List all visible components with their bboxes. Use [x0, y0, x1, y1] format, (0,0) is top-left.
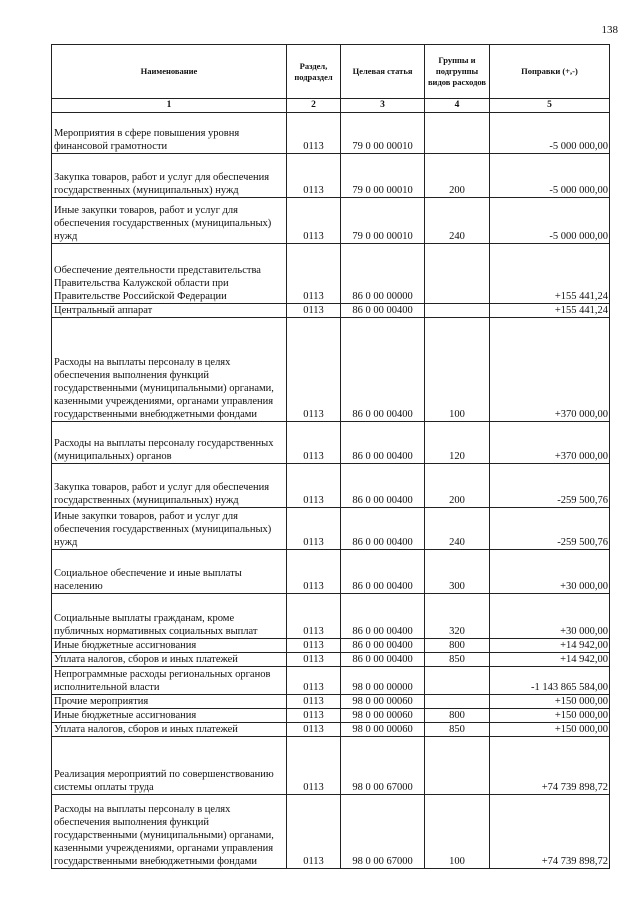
row-expense-group [425, 244, 490, 304]
row-name: Расходы на выплаты персоналу в целях обеспечения выполнения функций государственными (муниципальными) органами, казенными учреждениями, органами управления государственными внебюджетными фондами [52, 795, 287, 869]
row-section: 0113 [287, 795, 341, 869]
row-expense-group: 850 [425, 653, 490, 667]
row-amount: +150 000,00 [490, 709, 610, 723]
row-section: 0113 [287, 508, 341, 550]
row-section: 0113 [287, 113, 341, 154]
row-section: 0113 [287, 198, 341, 244]
row-expense-group: 300 [425, 550, 490, 594]
header-amendments: Поправки (+,-) [490, 45, 610, 99]
row-amount: -259 500,76 [490, 464, 610, 508]
row-expense-group [425, 695, 490, 709]
row-section: 0113 [287, 464, 341, 508]
table-row [52, 508, 610, 550]
row-amount: +30 000,00 [490, 550, 610, 594]
row-target-article: 98 0 00 67000 [341, 795, 425, 869]
row-section: 0113 [287, 594, 341, 639]
table-row [52, 550, 610, 594]
row-amount: +14 942,00 [490, 653, 610, 667]
row-target-article: 98 0 00 00000 [341, 667, 425, 695]
row-expense-group: 120 [425, 422, 490, 464]
page-number: 138 [601, 24, 618, 36]
row-expense-group [425, 737, 490, 795]
row-name: Расходы на выплаты персоналу в целях обеспечения выполнения функций государственными (муниципальными) органами, казенными учреждениями, органами управления государственными внебюджетными фондами [52, 318, 287, 422]
row-expense-group: 200 [425, 464, 490, 508]
row-section: 0113 [287, 639, 341, 653]
row-name: Непрограммные расходы региональных органов исполнительной власти [52, 667, 287, 695]
row-amount: -259 500,76 [490, 508, 610, 550]
row-expense-group [425, 113, 490, 154]
row-target-article: 86 0 00 00400 [341, 594, 425, 639]
table-row [52, 723, 610, 737]
col-number-3: 3 [341, 99, 425, 113]
table-row [52, 154, 610, 198]
row-section: 0113 [287, 304, 341, 318]
row-expense-group: 200 [425, 154, 490, 198]
row-name: Иные закупки товаров, работ и услуг для обеспечения государственных (муниципальных) нужд [52, 198, 287, 244]
row-name: Обеспечение деятельности представительства Правительства Калужской области при Правительстве Российской Федерации [52, 244, 287, 304]
row-amount: +30 000,00 [490, 594, 610, 639]
row-amount: +150 000,00 [490, 723, 610, 737]
row-name: Расходы на выплаты персоналу государственных (муниципальных) органов [52, 422, 287, 464]
table-row [52, 198, 610, 244]
row-amount: -5 000 000,00 [490, 113, 610, 154]
table-row [52, 422, 610, 464]
table-row [52, 795, 610, 869]
row-expense-group: 100 [425, 318, 490, 422]
table-row [52, 244, 610, 304]
table-row [52, 639, 610, 653]
row-amount: +150 000,00 [490, 695, 610, 709]
table-row [52, 464, 610, 508]
row-target-article: 86 0 00 00000 [341, 244, 425, 304]
header-target-article: Целевая статья [341, 45, 425, 99]
table-row [52, 709, 610, 723]
table-row [52, 695, 610, 709]
header-name: Наименование [52, 45, 287, 99]
row-amount: +74 739 898,72 [490, 737, 610, 795]
col-number-4: 4 [425, 99, 490, 113]
row-name: Социальные выплаты гражданам, кроме публичных нормативных социальных выплат [52, 594, 287, 639]
row-target-article: 98 0 00 00060 [341, 709, 425, 723]
row-amount: +370 000,00 [490, 318, 610, 422]
row-amount: -5 000 000,00 [490, 198, 610, 244]
row-name: Реализация мероприятий по совершенствованию системы оплаты труда [52, 737, 287, 795]
row-amount: +14 942,00 [490, 639, 610, 653]
row-section: 0113 [287, 737, 341, 795]
budget-table [51, 44, 610, 869]
row-target-article: 98 0 00 00060 [341, 695, 425, 709]
row-section: 0113 [287, 154, 341, 198]
row-target-article: 79 0 00 00010 [341, 154, 425, 198]
row-name: Уплата налогов, сборов и иных платежей [52, 723, 287, 737]
row-name: Закупка товаров, работ и услуг для обеспечения государственных (муниципальных) нужд [52, 154, 287, 198]
header-expense-groups: Группы и подгруппы видов расходов [425, 45, 490, 99]
row-amount: -1 143 865 584,00 [490, 667, 610, 695]
row-amount: +155 441,24 [490, 244, 610, 304]
row-target-article: 79 0 00 00010 [341, 198, 425, 244]
row-target-article: 86 0 00 00400 [341, 464, 425, 508]
row-target-article: 98 0 00 67000 [341, 737, 425, 795]
row-name: Социальное обеспечение и иные выплаты населению [52, 550, 287, 594]
table-row [52, 737, 610, 795]
table-row [52, 594, 610, 639]
row-section: 0113 [287, 709, 341, 723]
row-target-article: 86 0 00 00400 [341, 304, 425, 318]
row-expense-group: 100 [425, 795, 490, 869]
row-amount: +74 739 898,72 [490, 795, 610, 869]
row-amount: -5 000 000,00 [490, 154, 610, 198]
col-number-5: 5 [490, 99, 610, 113]
row-target-article: 86 0 00 00400 [341, 318, 425, 422]
row-name: Иные бюджетные ассигнования [52, 709, 287, 723]
row-name: Закупка товаров, работ и услуг для обеспечения государственных (муниципальных) нужд [52, 464, 287, 508]
row-name: Центральный аппарат [52, 304, 287, 318]
table-row [52, 113, 610, 154]
row-amount: +370 000,00 [490, 422, 610, 464]
row-section: 0113 [287, 318, 341, 422]
row-expense-group: 800 [425, 709, 490, 723]
row-section: 0113 [287, 667, 341, 695]
table-header-row [52, 45, 610, 99]
row-section: 0113 [287, 723, 341, 737]
row-target-article: 86 0 00 00400 [341, 550, 425, 594]
row-section: 0113 [287, 695, 341, 709]
table-row [52, 304, 610, 318]
row-expense-group: 800 [425, 639, 490, 653]
table-row [52, 667, 610, 695]
col-number-1: 1 [52, 99, 287, 113]
row-name: Уплата налогов, сборов и иных платежей [52, 653, 287, 667]
row-expense-group: 850 [425, 723, 490, 737]
row-name: Прочие мероприятия [52, 695, 287, 709]
row-section: 0113 [287, 422, 341, 464]
row-amount: +155 441,24 [490, 304, 610, 318]
row-section: 0113 [287, 653, 341, 667]
row-expense-group [425, 304, 490, 318]
row-expense-group: 240 [425, 508, 490, 550]
row-target-article: 98 0 00 00060 [341, 723, 425, 737]
row-name: Мероприятия в сфере повышения уровня финансовой грамотности [52, 113, 287, 154]
row-expense-group: 240 [425, 198, 490, 244]
row-expense-group [425, 667, 490, 695]
header-section: Раздел, подраздел [287, 45, 341, 99]
row-target-article: 86 0 00 00400 [341, 653, 425, 667]
row-target-article: 86 0 00 00400 [341, 422, 425, 464]
row-section: 0113 [287, 244, 341, 304]
row-section: 0113 [287, 550, 341, 594]
row-target-article: 86 0 00 00400 [341, 508, 425, 550]
row-target-article: 79 0 00 00010 [341, 113, 425, 154]
row-name: Иные закупки товаров, работ и услуг для обеспечения государственных (муниципальных) нужд [52, 508, 287, 550]
column-number-row [52, 99, 610, 113]
row-expense-group: 320 [425, 594, 490, 639]
table-row [52, 318, 610, 422]
table-row [52, 653, 610, 667]
row-name: Иные бюджетные ассигнования [52, 639, 287, 653]
col-number-2: 2 [287, 99, 341, 113]
row-target-article: 86 0 00 00400 [341, 639, 425, 653]
